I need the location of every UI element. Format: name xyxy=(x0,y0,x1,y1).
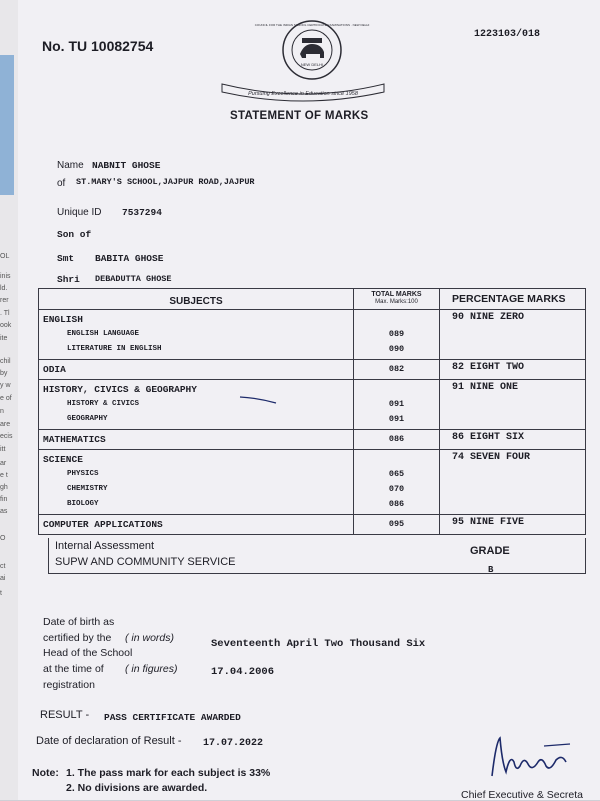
percentage-cell xyxy=(440,430,586,450)
internal-subject: SUPW AND COMMUNITY SERVICE xyxy=(55,556,236,568)
percentage-marks: 90 NINE ZERO xyxy=(452,312,525,323)
adjacent-page-fragment: by xyxy=(0,370,8,377)
subject-row xyxy=(39,450,586,515)
subject-row xyxy=(39,310,586,360)
sub-subject-marks: 070 xyxy=(388,484,405,494)
marks-table-header xyxy=(39,289,586,310)
adjacent-page-fragment: ai xyxy=(0,575,6,582)
percentage-marks: 74 SEVEN FOUR xyxy=(452,452,531,463)
grade-label: GRADE xyxy=(470,545,510,557)
dob-in-figures: 17.04.2006 xyxy=(211,666,275,678)
adjacent-page-fragment: are xyxy=(0,421,11,428)
sub-subject-marks: 089 xyxy=(388,329,405,339)
percentage-marks: 82 EIGHT TWO xyxy=(452,362,525,373)
pen-stroke-mark xyxy=(238,394,278,404)
adjacent-page-fragment: ecis xyxy=(0,433,13,440)
subject-cell xyxy=(39,310,354,360)
school-name: ST.MARY'S SCHOOL,JAJPUR ROAD,JAJPUR xyxy=(76,177,255,187)
sub-subject-marks: 091 xyxy=(388,414,405,424)
motto-banner xyxy=(218,78,388,104)
serial-number: No. TU 10082754 xyxy=(42,38,154,54)
sub-subject-name: LITERATURE IN ENGLISH xyxy=(67,345,162,353)
dob-caption-3: Head of the School xyxy=(43,647,133,659)
mother-name: BABITA GHOSE xyxy=(95,253,164,264)
subject-cell xyxy=(39,430,354,450)
sub-subject-marks: 091 xyxy=(388,399,405,409)
svg-text:NEW DELHI: NEW DELHI xyxy=(300,62,324,67)
father-prefix: Shri xyxy=(57,274,80,285)
dob-in-words: Seventeenth April Two Thousand Six xyxy=(211,638,426,650)
adjacent-page-fragment: ite xyxy=(0,335,8,342)
subject-cell xyxy=(39,380,354,430)
signatory-title: Chief Executive & Secreta xyxy=(461,789,583,801)
reference-number: 1223103/018 xyxy=(474,29,541,40)
adjacent-page-fragment: ook xyxy=(0,322,12,329)
adjacent-page-fragment: fin xyxy=(0,496,8,503)
subject-name: ENGLISH xyxy=(43,314,83,325)
subject-cell xyxy=(39,515,354,535)
signature-image xyxy=(484,732,574,782)
dob-caption-1: Date of birth as xyxy=(43,616,115,628)
internal-assessment-label: Internal Assessment xyxy=(55,540,155,552)
adjacent-page-fragment: . Tl xyxy=(0,310,10,317)
adjacent-page-fragment: t xyxy=(0,590,2,597)
sub-subject-name: BIOLOGY xyxy=(67,500,99,508)
in-words-label: ( in words) xyxy=(125,632,175,644)
sub-subject-name: PHYSICS xyxy=(67,470,99,478)
percentage-marks: 95 NINE FIVE xyxy=(452,517,525,528)
sub-subject-name: GEOGRAPHY xyxy=(67,415,108,423)
document-title: STATEMENT OF MARKS xyxy=(230,110,369,122)
adjacent-page-fragment: e t xyxy=(0,472,8,479)
subject-row xyxy=(39,380,586,430)
col-total-sub: Max. Marks:100 xyxy=(375,299,418,306)
adjacent-page-fragment: chil xyxy=(0,358,11,365)
result-value: PASS CERTIFICATE AWARDED xyxy=(104,712,241,723)
adjacent-page-fragment: inis xyxy=(0,273,11,280)
father-name: DEBADUTTA GHOSE xyxy=(95,274,172,284)
note-1: 1. The pass mark for each subject is 33% xyxy=(66,767,271,779)
internal-grade: B xyxy=(488,565,494,575)
total-marks-cell xyxy=(354,380,440,430)
adjacent-page-fragment: ar xyxy=(0,460,7,467)
percentage-cell xyxy=(440,310,586,360)
subject-cell xyxy=(39,450,354,515)
percentage-cell xyxy=(440,380,586,430)
unique-id-label: Unique ID xyxy=(57,207,102,218)
subject-name: COMPUTER APPLICATIONS xyxy=(43,519,163,530)
adjacent-page-fragment: itt xyxy=(0,446,6,453)
subject-marks: 086 xyxy=(388,434,405,444)
subject-row xyxy=(39,360,586,380)
candidate-name: NABNIT GHOSE xyxy=(92,160,161,171)
subject-name: SCIENCE xyxy=(43,454,83,465)
dob-caption-5: registration xyxy=(43,679,95,691)
subject-name: HISTORY, CIVICS & GEOGRAPHY xyxy=(43,384,197,395)
percentage-cell xyxy=(440,450,586,515)
dob-caption-4: at the time of xyxy=(43,663,104,675)
in-figures-label: ( in figures) xyxy=(125,663,178,675)
adjacent-page-fragment: gh xyxy=(0,484,8,491)
total-marks-cell xyxy=(354,430,440,450)
subject-row xyxy=(39,430,586,450)
son-of-label: Son of xyxy=(57,229,92,240)
council-seal-logo xyxy=(254,18,370,84)
col-total-label: TOTAL MARKS xyxy=(371,291,422,298)
declaration-date: 17.07.2022 xyxy=(203,738,264,749)
sub-subject-name: HISTORY & CIVICS xyxy=(67,400,140,408)
total-marks-cell xyxy=(354,515,440,535)
subject-marks: 082 xyxy=(388,364,405,374)
sub-subject-marks: 065 xyxy=(388,469,405,479)
note-label: Note: xyxy=(32,767,59,779)
adjacent-page-fragment: O xyxy=(0,535,6,542)
sub-subject-marks: 090 xyxy=(388,344,405,354)
note-2: 2. No divisions are awarded. xyxy=(66,782,208,794)
subject-marks: 095 xyxy=(388,519,405,529)
marks-table xyxy=(38,288,586,535)
adjacent-page-fragment: n xyxy=(0,408,4,415)
col-subjects: SUBJECTS xyxy=(39,289,354,310)
col-total-marks xyxy=(354,289,440,310)
adjacent-page-fragment: e of xyxy=(0,395,12,402)
adjacent-page-photo xyxy=(0,55,14,195)
percentage-cell xyxy=(440,515,586,535)
seal-text: COUNCIL FOR THE INDIAN SCHOOL CERTIFICATE EXAMINATIONS · NEW DELHI xyxy=(254,23,370,27)
adjacent-page-fragment: ld. xyxy=(0,285,8,292)
school-label: of xyxy=(57,178,66,189)
adjacent-page-fragment: OL xyxy=(0,253,10,260)
adjacent-page-fragment: ct xyxy=(0,563,6,570)
subject-row xyxy=(39,515,586,535)
adjacent-page-fragment: y w xyxy=(0,382,11,389)
dob-caption-2: certified by the xyxy=(43,632,112,644)
total-marks-cell xyxy=(354,360,440,380)
subject-name: MATHEMATICS xyxy=(43,434,106,445)
unique-id: 7537294 xyxy=(122,207,162,218)
subject-name: ODIA xyxy=(43,364,66,375)
total-marks-cell xyxy=(354,310,440,360)
mother-prefix: Smt xyxy=(57,253,75,264)
sub-subject-name: CHEMISTRY xyxy=(67,485,108,493)
sub-subject-marks: 086 xyxy=(388,499,405,509)
motto-text: Pursuing Excellence in Education since 1958 xyxy=(248,91,358,97)
col-percentage: PERCENTAGE MARKS xyxy=(440,289,586,310)
declaration-label: Date of declaration of Result - xyxy=(36,735,182,747)
sub-subject-name: ENGLISH LANGUAGE xyxy=(67,330,140,338)
percentage-cell xyxy=(440,360,586,380)
result-label: RESULT - xyxy=(40,709,90,721)
percentage-marks: 91 NINE ONE xyxy=(452,382,519,393)
adjacent-page-fragment: as xyxy=(0,508,8,515)
name-label: Name xyxy=(57,160,84,171)
subject-cell xyxy=(39,360,354,380)
percentage-marks: 86 EIGHT SIX xyxy=(452,432,525,443)
adjacent-page-fragment: rer xyxy=(0,297,9,304)
total-marks-cell xyxy=(354,450,440,515)
